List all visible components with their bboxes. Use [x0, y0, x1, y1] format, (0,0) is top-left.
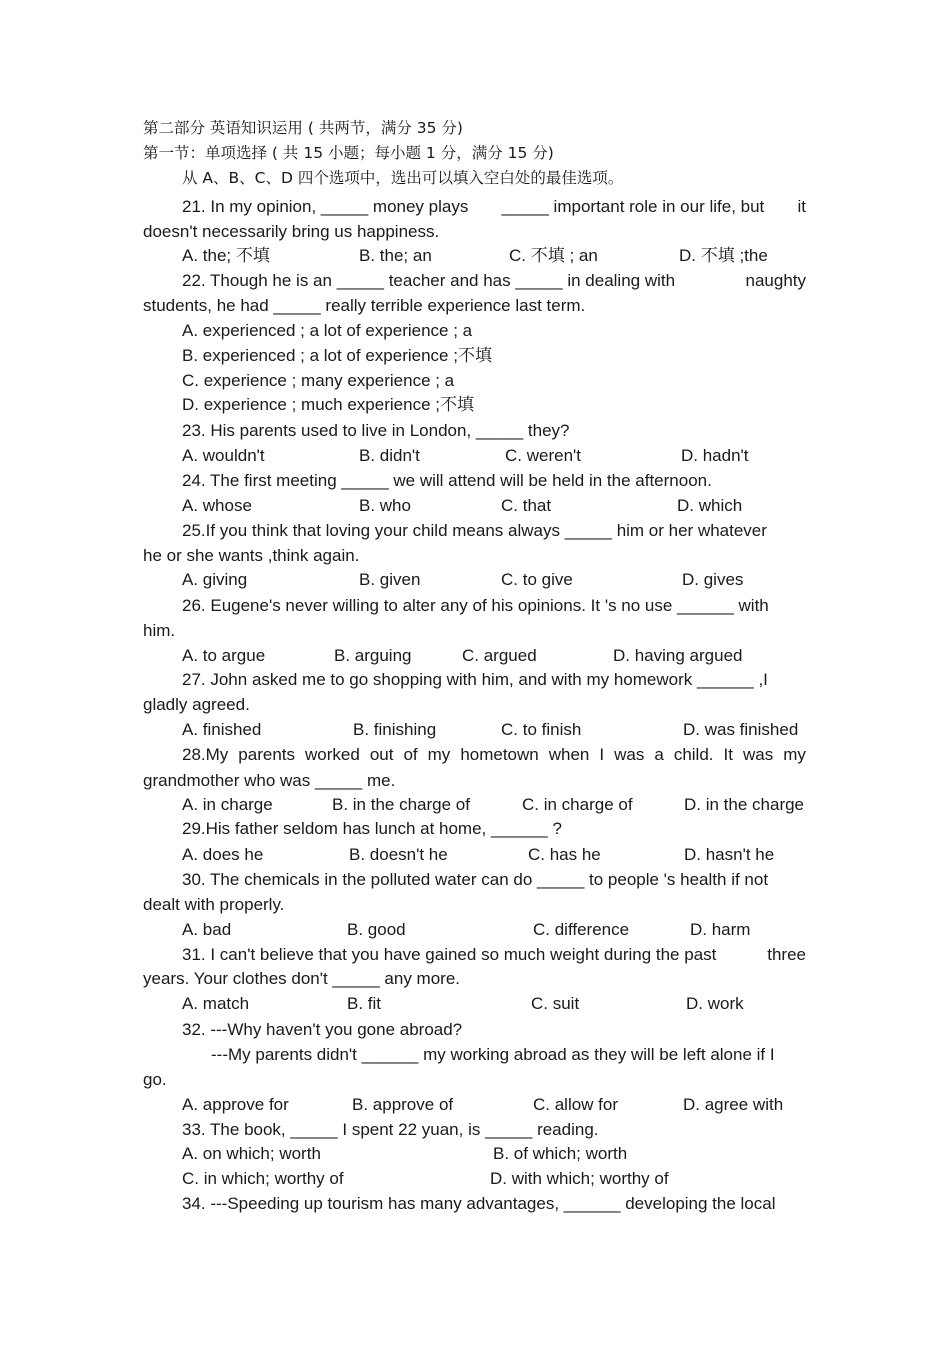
question-32-reply-cont: go.: [143, 1070, 167, 1089]
option-c: C. argued: [462, 646, 537, 665]
question-27-options: [182, 717, 822, 742]
option-c: C. to finish: [501, 720, 582, 739]
option-b: B. in the charge of: [332, 795, 470, 814]
question-27-stem: 27. John asked me to go shopping with him, and with my homework ______ ,I: [182, 670, 768, 689]
option-c: C. has he: [528, 845, 601, 864]
option-b: B. approve of: [352, 1095, 454, 1114]
option-b: B. good: [347, 920, 406, 939]
question-28-options: [182, 792, 822, 817]
question-21-options: [182, 243, 822, 268]
option-c: C. experience ; many experience ; a: [182, 371, 455, 390]
option-c: C. that: [501, 496, 552, 515]
question-25-options: [182, 567, 822, 592]
question-32-options: [182, 1092, 822, 1117]
option-d: D. 不填 ;the: [679, 246, 768, 265]
question-21-stem-cont: doesn't necessarily bring us happiness.: [143, 222, 440, 241]
option-b: B. experienced ; a lot of experience ;不填: [182, 346, 492, 365]
option-d: D. having argued: [613, 646, 743, 665]
option-b: B. who: [359, 496, 411, 515]
option-a: A. finished: [182, 720, 262, 739]
option-a: A. the; 不填: [182, 246, 270, 265]
option-a: A. does he: [182, 845, 264, 864]
option-a: A. bad: [182, 920, 232, 939]
option-a: A. to argue: [182, 646, 266, 665]
question-31-stem: 31. I can't believe that you have gained so much weight during the past three: [182, 945, 806, 964]
option-d: D. harm: [690, 920, 751, 939]
question-28-stem-cont: grandmother who was _____ me.: [143, 771, 396, 790]
question-32-stem: 32. ---Why haven't you gone abroad?: [182, 1020, 463, 1039]
part-heading: 第二部分 英语知识运用 ( 共两节，满分 35 分): [143, 119, 463, 137]
instruction: 从 A、B、C、D 四个选项中，选出可以填入空白处的最佳选项。: [182, 169, 624, 187]
option-a: A. wouldn't: [182, 446, 265, 465]
option-c: C. suit: [531, 994, 580, 1013]
question-23-stem: 23. His parents used to live in London, _____ they?: [182, 421, 570, 440]
question-29-options: [182, 842, 822, 867]
option-a: A. in charge: [182, 795, 273, 814]
question-26-stem: 26. Eugene's never willing to alter any of his opinions. It 's no use ______ with: [182, 596, 769, 615]
question-34-stem: 34. ---Speeding up tourism has many advantages, ______ developing the local: [182, 1194, 776, 1213]
option-b: B. of which; worth: [493, 1144, 628, 1163]
option-d: D. work: [686, 994, 744, 1013]
option-d: D. hasn't he: [684, 845, 775, 864]
question-33-options-row1: [182, 1141, 822, 1166]
question-31-stem-cont: years. Your clothes don't _____ any more.: [143, 969, 461, 988]
option-d: D. agree with: [683, 1095, 784, 1114]
question-30-options: [182, 917, 822, 942]
question-26-options: [182, 643, 822, 668]
option-d: D. with which; worthy of: [490, 1169, 669, 1188]
option-b: B. fit: [347, 994, 382, 1013]
option-b: B. arguing: [334, 646, 412, 665]
option-d: D. in the charge: [684, 795, 805, 814]
question-31-options: [182, 991, 822, 1016]
question-22-stem-cont: students, he had _____ really terrible experience last term.: [143, 296, 586, 315]
option-d: D. which: [677, 496, 743, 515]
question-22-stem: 22. Though he is an _____ teacher and has _____ in dealing with naughty: [182, 271, 806, 290]
question-24-stem: 24. The first meeting _____ we will attend will be held in the afternoon.: [182, 471, 712, 490]
question-29-stem: 29.His father seldom has lunch at home, ______ ?: [182, 819, 562, 838]
question-25-stem: 25.If you think that loving your child means always _____ him or her whatever: [182, 521, 767, 540]
question-28-stem: 28.My parents worked out of my hometown when I was a child. It was my: [182, 745, 806, 764]
option-b: B. the; an: [359, 246, 432, 265]
option-a: A. giving: [182, 570, 248, 589]
option-b: B. given: [359, 570, 421, 589]
question-26-stem-cont: him.: [143, 621, 176, 640]
question-33-options-row2: [182, 1166, 822, 1191]
option-a: A. approve for: [182, 1095, 289, 1114]
question-30-stem: 30. The chemicals in the polluted water can do _____ to people 's health if not: [182, 870, 769, 889]
option-d: D. was finished: [683, 720, 799, 739]
section-heading: 第一节：单项选择 ( 共 15 小题；每小题 1 分，满分 15 分): [143, 144, 554, 162]
option-d: D. experience ; much experience ;不填: [182, 395, 474, 414]
option-d: D. gives: [682, 570, 744, 589]
question-24-options: [182, 493, 822, 518]
option-b: B. didn't: [359, 446, 420, 465]
option-c: C. in which; worthy of: [182, 1169, 344, 1188]
option-d: D. hadn't: [681, 446, 749, 465]
option-b: B. finishing: [353, 720, 437, 739]
option-c: C. weren't: [505, 446, 581, 465]
option-c: C. 不填 ; an: [509, 246, 598, 265]
option-a: A. on which; worth: [182, 1144, 321, 1163]
option-a: A. whose: [182, 496, 252, 515]
question-23-options: [182, 443, 822, 468]
question-27-stem-cont: gladly agreed.: [143, 695, 250, 714]
option-c: C. difference: [533, 920, 630, 939]
question-30-stem-cont: dealt with properly.: [143, 895, 285, 914]
option-c: C. in charge of: [522, 795, 633, 814]
question-25-stem-cont: he or she wants ,think again.: [143, 546, 360, 565]
option-c: C. to give: [501, 570, 573, 589]
question-33-stem: 33. The book, _____ I spent 22 yuan, is _____ reading.: [182, 1120, 599, 1139]
option-b: B. doesn't he: [349, 845, 448, 864]
option-c: C. allow for: [533, 1095, 619, 1114]
question-32-reply: ---My parents didn't ______ my working abroad as they will be left alone if I: [211, 1045, 775, 1064]
question-21-stem: 21. In my opinion, _____ money plays _____ important role in our life, but it: [182, 197, 806, 216]
option-a: A. experienced ; a lot of experience ; a: [182, 321, 473, 340]
option-a: A. match: [182, 994, 250, 1013]
